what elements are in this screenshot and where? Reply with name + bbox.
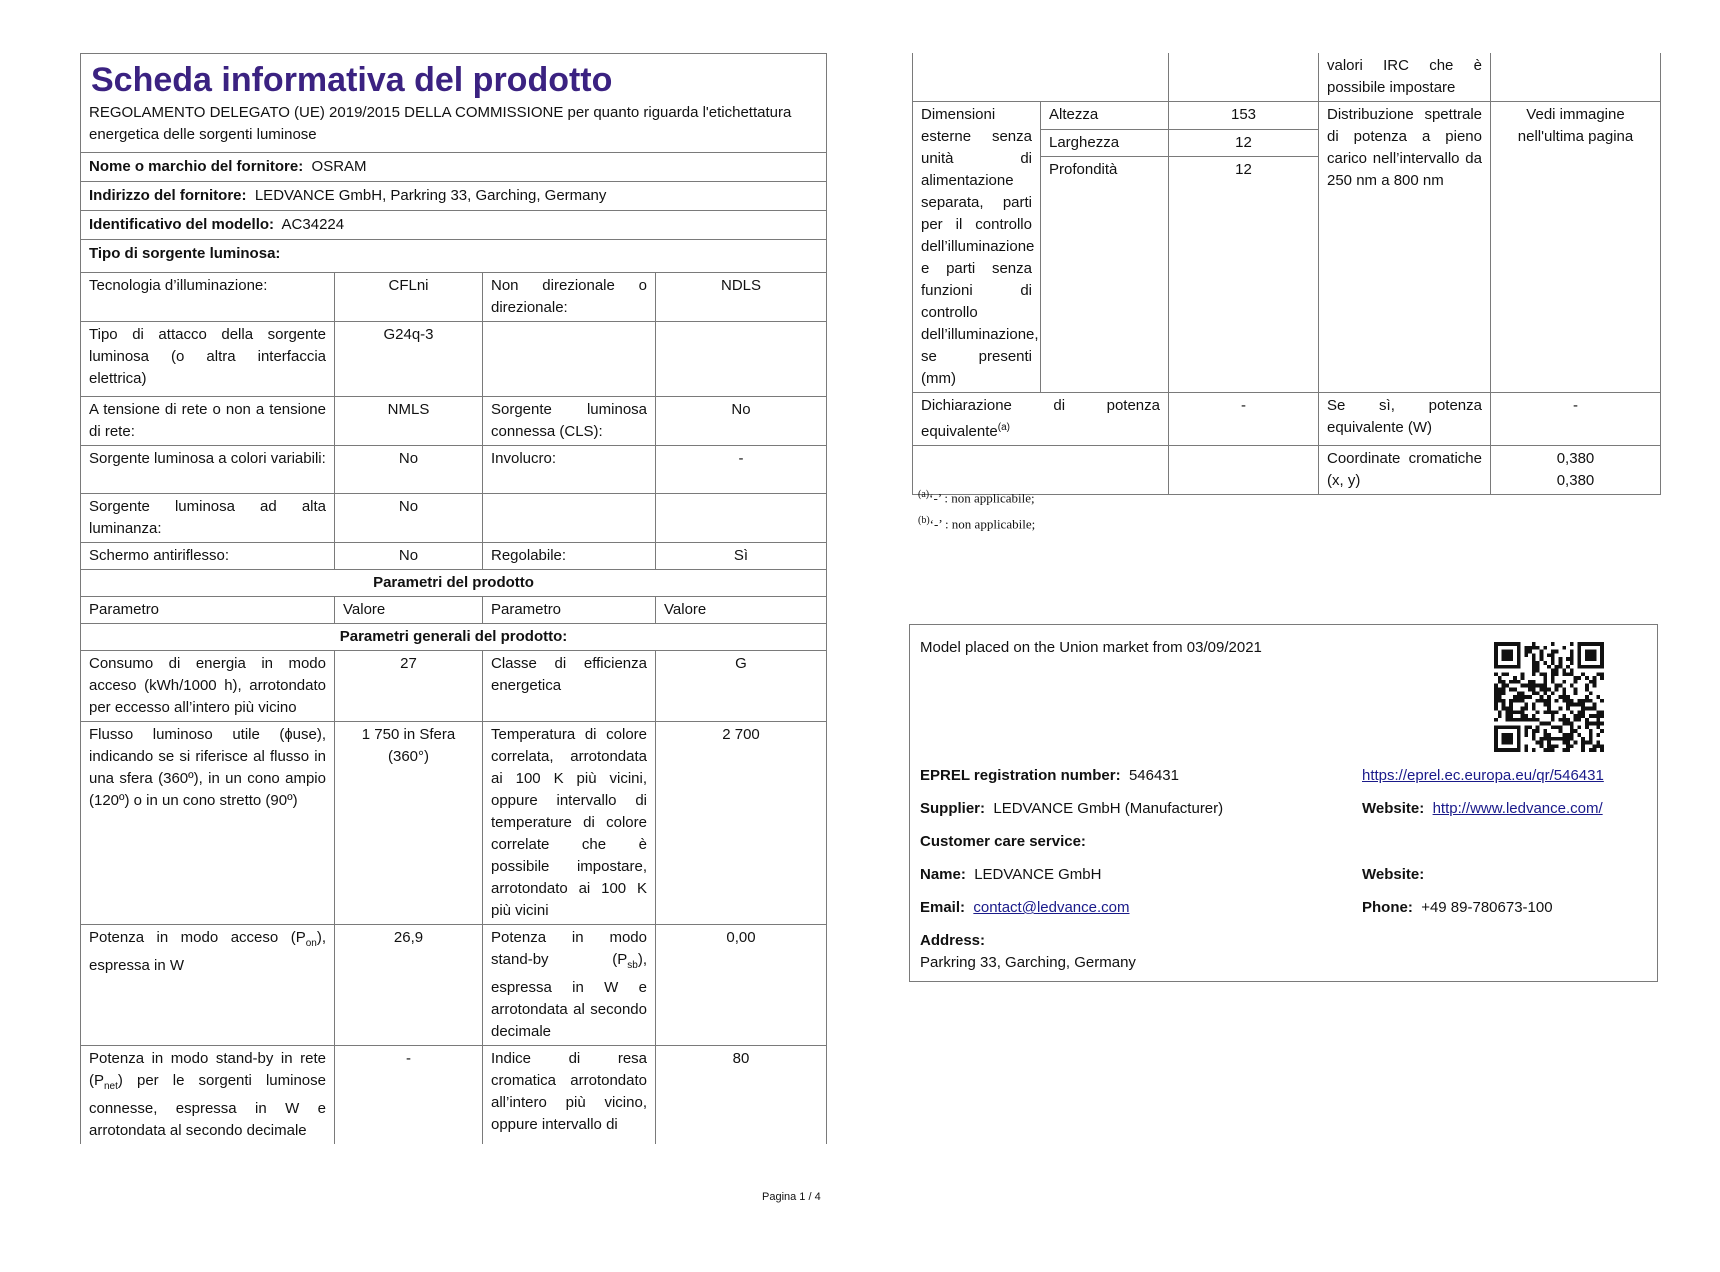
address-value: Parkring 33, Garching, Germany xyxy=(920,954,1136,971)
param-label: Consumo di energia in modo acceso (kWh/1000 h), arrotondato per eccesso all’intero più vicino xyxy=(81,651,335,722)
param-label-text: Potenza in modo stand-by (P xyxy=(491,929,647,968)
supplier-label: Supplier: xyxy=(920,800,986,817)
param-label xyxy=(483,925,656,1046)
dimension-label: Larghezza xyxy=(1041,129,1169,157)
spec-label xyxy=(483,322,656,397)
footnote-b-text: ‘-’ : non applicabile; xyxy=(929,516,1036,532)
equivalent-watt-value: - xyxy=(1491,393,1661,446)
qr-code-icon xyxy=(1494,642,1604,752)
spec-label: Sorgente luminosa a colori variabili: xyxy=(81,446,335,494)
spec-label: Tipo di attacco della sorgente luminosa (o altra interfaccia elettrica) xyxy=(81,322,335,397)
supplier-address-value: LEDVANCE GmbH, Parkring 33, Garching, Germany xyxy=(254,187,607,204)
param-value: 0,00 xyxy=(656,925,827,1046)
supplier-address-label: Indirizzo del fornitore: xyxy=(89,187,247,204)
param-label: Flusso luminoso utile (ɸuse), indicando se si riferisce al flusso in una sfera (360º), in un cono ampio (120º) o in un cono stretto (90º) xyxy=(81,722,335,925)
spec-value xyxy=(656,494,827,543)
product-info-table-continued xyxy=(912,53,1661,495)
param-row xyxy=(81,651,827,722)
page-number: Pagina 1 / 4 xyxy=(762,1191,821,1203)
chromaticity-values xyxy=(1491,446,1661,495)
spec-label: Regolabile: xyxy=(483,543,656,570)
param-label: Temperatura di colore correlata, arrotondata ai 100 K più vicini, oppure intervallo di temperature di colore correlate che è possibile impostare, arrotondato ai 100 K più vicini xyxy=(483,722,656,925)
spec-row xyxy=(81,446,827,494)
care-website-label: Website: xyxy=(1362,866,1425,883)
spec-value: NDLS xyxy=(656,273,827,322)
spec-label xyxy=(483,494,656,543)
spec-value: - xyxy=(656,446,827,494)
spec-label: A tensione di rete o non a tensione di rete: xyxy=(81,397,335,446)
footnote-b-mark: (b) xyxy=(918,515,930,526)
chromaticity-label: Coordinate cromatiche (x, y) xyxy=(1319,446,1491,495)
param-label-text: ) per le sorgenti luminose connesse, espressa in W e arrotondata al secondo decimale xyxy=(89,1072,326,1139)
dimension-value: 153 xyxy=(1169,102,1319,130)
page-title: Scheda informativa del prodotto xyxy=(91,61,613,99)
spec-value: Sì xyxy=(656,543,827,570)
empty-cell xyxy=(1169,446,1319,495)
footnote-b xyxy=(918,515,1035,532)
column-header-param: Parametro xyxy=(483,597,656,624)
dimension-label: Profondità xyxy=(1041,157,1169,393)
param-row xyxy=(81,925,827,1046)
eprel-label: EPREL registration number: xyxy=(920,767,1121,784)
param-label xyxy=(81,925,335,1046)
spec-value: NMLS xyxy=(335,397,483,446)
spec-value: No xyxy=(335,494,483,543)
eprel-value: 546431 xyxy=(1128,767,1179,784)
param-value: 1 750 in Sfera (360°) xyxy=(335,722,483,925)
spec-label: Tecnologia d’illuminazione: xyxy=(81,273,335,322)
empty-cell xyxy=(1169,53,1319,102)
param-label-subscript: on xyxy=(305,938,317,949)
equivalent-power-value: - xyxy=(1169,393,1319,446)
param-label-text: ), espressa in W e arrotondata al secondo decimale xyxy=(491,951,647,1040)
param-value: 80 xyxy=(656,1046,827,1145)
care-name-value: LEDVANCE GmbH xyxy=(974,866,1102,883)
spectral-label: Distribuzione spettrale di potenza a pieno carico nell’intervallo da 250 nm a 800 nm xyxy=(1319,102,1491,393)
market-date-text: Model placed on the Union market from 03/09/2021 xyxy=(920,639,1262,656)
param-value: - xyxy=(335,1046,483,1145)
spec-row xyxy=(81,397,827,446)
spec-value: G24q-3 xyxy=(335,322,483,397)
model-id-value: AC34224 xyxy=(281,216,345,233)
spec-row xyxy=(81,543,827,570)
empty-cell xyxy=(1491,53,1661,102)
customer-care-label: Customer care service: xyxy=(920,833,1086,850)
dimensions-label: Dimensioni esterne senza unità di alimentazione separata, parti per il controllo dell’illuminazione e parti senza funzioni di controllo dell’illuminazione, se presenti (mm) xyxy=(913,102,1041,393)
cri-continued-text: valori IRC che è possibile impostare xyxy=(1319,53,1491,102)
care-name-label: Name: xyxy=(920,866,966,883)
email-link[interactable]: contact@ledvance.com xyxy=(973,899,1130,916)
spec-value xyxy=(656,322,827,397)
model-id-label: Identificativo del modello: xyxy=(89,216,275,233)
spec-row xyxy=(81,322,827,397)
param-value: 26,9 xyxy=(335,925,483,1046)
column-header-value: Valore xyxy=(656,597,827,624)
equivalent-power-text: Dichiarazione di potenza equivalente xyxy=(921,397,1160,440)
spec-value: No xyxy=(335,446,483,494)
param-label-text: Potenza in modo stand-by in rete (P xyxy=(89,1050,326,1089)
param-label: Classe di efficienza energetica xyxy=(483,651,656,722)
spectral-value: Vedi immagine nell'ultima pagina xyxy=(1491,102,1661,393)
param-value: 27 xyxy=(335,651,483,722)
spec-row xyxy=(81,494,827,543)
spec-row xyxy=(81,273,827,322)
spec-label: Involucro: xyxy=(483,446,656,494)
product-info-table xyxy=(80,53,827,1144)
general-params-title: Parametri generali del prodotto: xyxy=(81,624,827,651)
website-label: Website: xyxy=(1362,800,1425,817)
param-label-text: ), espressa in W xyxy=(89,929,326,974)
email-label: Email: xyxy=(920,899,966,916)
eprel-info-box xyxy=(909,624,1658,982)
phone-label: Phone: xyxy=(1362,899,1413,916)
param-label-subscript: net xyxy=(104,1081,118,1092)
param-value: G xyxy=(656,651,827,722)
spec-label: Sorgente luminosa connessa (CLS): xyxy=(483,397,656,446)
website-link[interactable]: http://www.ledvance.com/ xyxy=(1432,800,1603,817)
chromaticity-y: 0,380 xyxy=(1556,472,1595,489)
param-label: Indice di resa cromatica arrotondato all’intero più vicino, oppure intervallo di xyxy=(483,1046,656,1145)
equivalent-power-label xyxy=(913,393,1169,446)
dimension-value: 12 xyxy=(1169,129,1319,157)
empty-cell xyxy=(913,53,1169,102)
footnote-a xyxy=(918,489,1035,506)
supplier-value: LEDVANCE GmbH (Manufacturer) xyxy=(993,800,1224,817)
product-params-title: Parametri del prodotto xyxy=(81,570,827,597)
chromaticity-x: 0,380 xyxy=(1556,450,1595,467)
param-row xyxy=(81,1046,827,1145)
column-header-param: Parametro xyxy=(81,597,335,624)
eprel-link[interactable]: https://eprel.ec.europa.eu/qr/546431 xyxy=(1362,767,1604,784)
spec-value: No xyxy=(335,543,483,570)
param-value: 2 700 xyxy=(656,722,827,925)
dimension-value: 12 xyxy=(1169,157,1319,393)
param-label-text: Potenza in modo acceso (P xyxy=(89,929,306,946)
param-row xyxy=(81,722,827,925)
spec-value: CFLni xyxy=(335,273,483,322)
supplier-name-label: Nome o marchio del fornitore: xyxy=(89,158,304,175)
address-label: Address: xyxy=(920,932,986,949)
equivalent-watt-label: Se sì, potenza equivalente (W) xyxy=(1319,393,1491,446)
spec-label: Sorgente luminosa ad alta luminanza: xyxy=(81,494,335,543)
param-label-subscript: sb xyxy=(627,960,638,971)
spec-value: No xyxy=(656,397,827,446)
param-label xyxy=(81,1046,335,1145)
footnote-mark: (a) xyxy=(997,422,1010,433)
regulation-text: REGOLAMENTO DELEGATO (UE) 2019/2015 DELLA COMMISSIONE per quanto riguarda l'etichettatura energetica delle sorgenti luminose xyxy=(89,104,792,143)
column-header-value: Valore xyxy=(335,597,483,624)
empty-cell xyxy=(913,446,1169,495)
spec-label: Non direzionale o direzionale: xyxy=(483,273,656,322)
footnote-a-text: ‘-’ : non applicabile; xyxy=(929,490,1035,506)
supplier-name-value: OSRAM xyxy=(311,158,367,175)
spec-label: Schermo antiriflesso: xyxy=(81,543,335,570)
footnote-a-mark: (a) xyxy=(918,489,930,500)
source-type-label: Tipo di sorgente luminosa: xyxy=(89,245,281,262)
dimension-label: Altezza xyxy=(1041,102,1169,130)
phone-value: +49 89-780673-100 xyxy=(1421,899,1553,916)
